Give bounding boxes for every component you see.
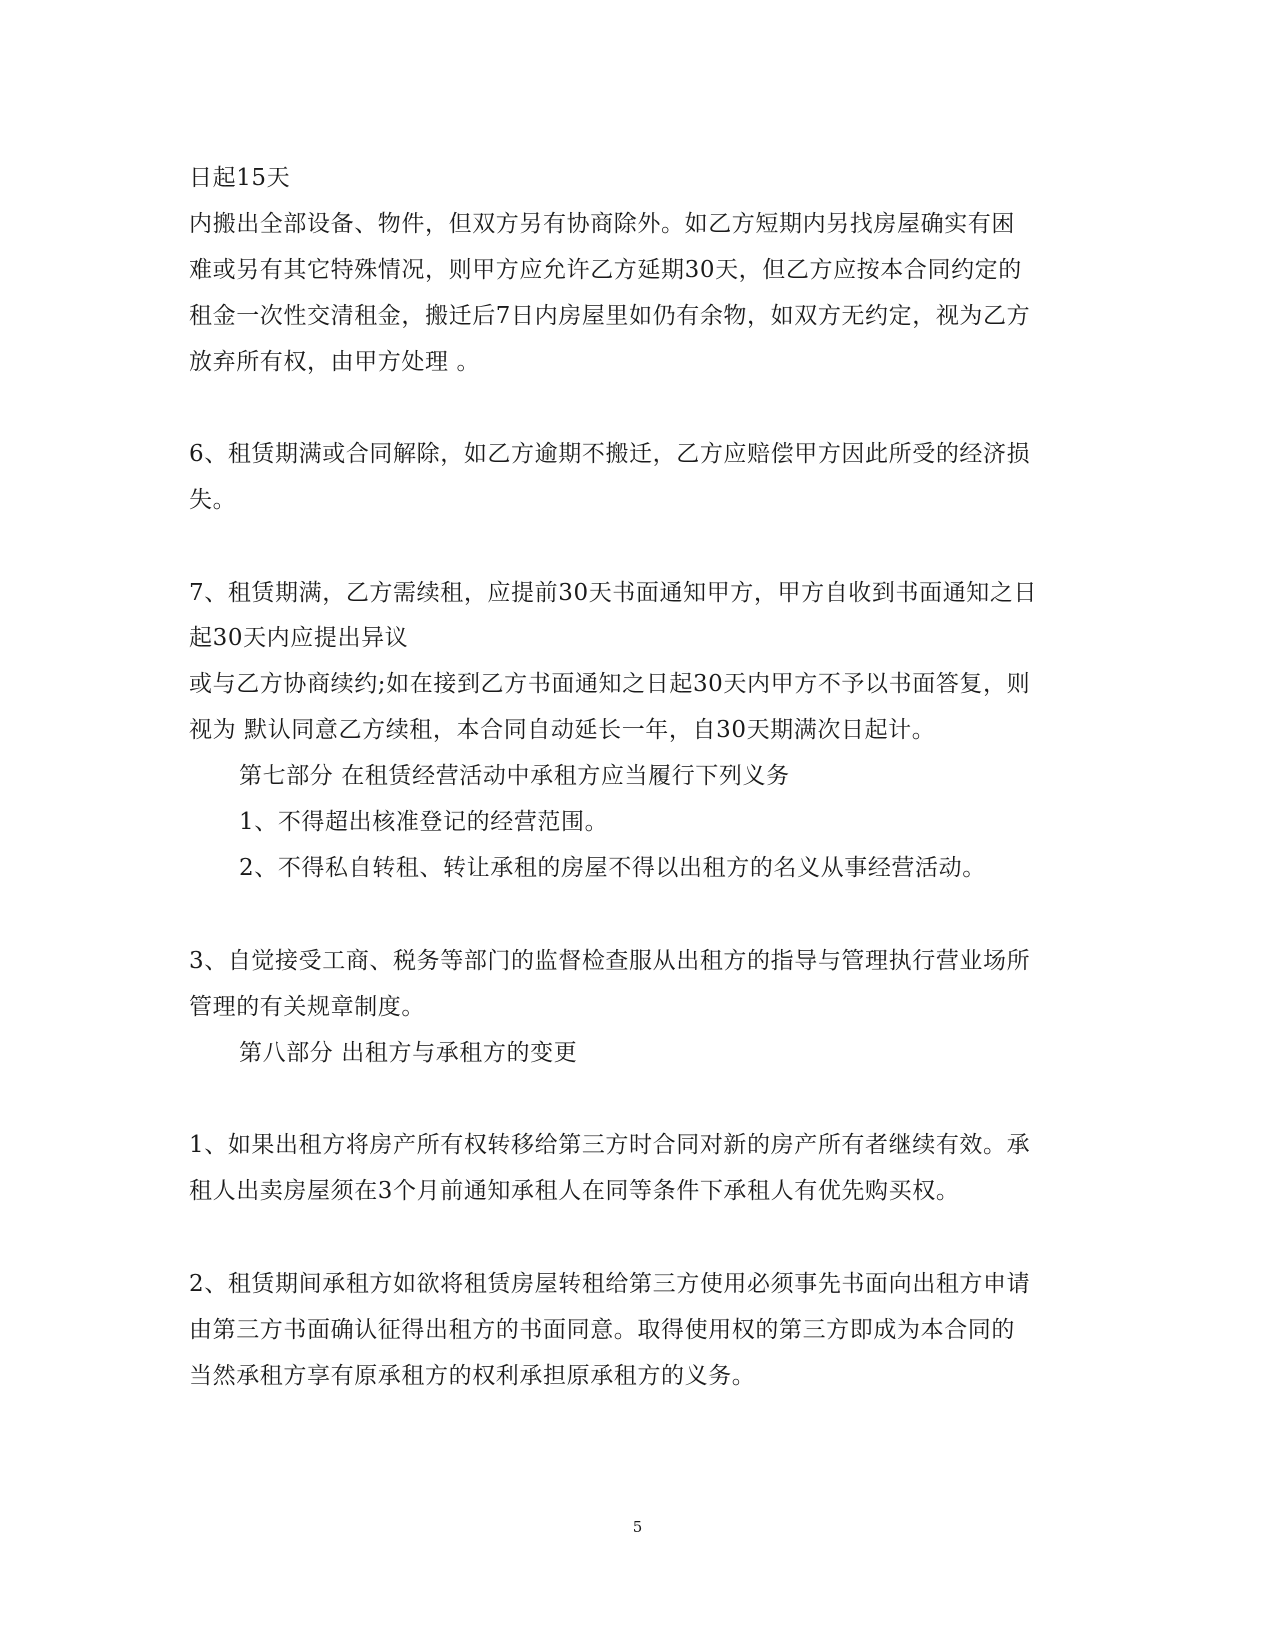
text-line: 视为 默认同意乙方续租，本合同自动延长一年，自30天期满次日起计。: [189, 717, 936, 743]
section-heading: 第七部分 在租赁经营活动中承租方应当履行下列义务: [239, 763, 790, 789]
list-item: 1、不得超出核准登记的经营范围。: [239, 809, 609, 835]
page-number: 5: [632, 1518, 643, 1536]
text-line: 放弃所有权，由甲方处理 。: [189, 349, 481, 375]
text-line: 由第三方书面确认征得出租方的书面同意。取得使用权的第三方即成为本合同的: [189, 1317, 1015, 1343]
text-line: 1、如果出租方将房产所有权转移给第三方时合同对新的房产所有者继续有效。承: [189, 1132, 1031, 1158]
text-line: 难或另有其它特殊情况，则甲方应允许乙方延期30天，但乙方应按本合同约定的: [189, 257, 1022, 283]
section-heading: 第八部分 出租方与承租方的变更: [239, 1040, 578, 1066]
text-line: 租金一次性交清租金，搬迁后7日内房屋里如仍有余物，如双方无约定，视为乙方: [189, 303, 1031, 329]
text-line: 租人出卖房屋须在3个月前通知承租人在同等条件下承租人有优先购买权。: [189, 1178, 960, 1204]
text-line: 管理的有关规章制度。: [189, 994, 425, 1020]
text-line: 7、租赁期满，乙方需续租，应提前30天书面通知甲方，甲方自收到书面通知之日: [189, 580, 1038, 606]
text-line: 3、自觉接受工商、税务等部门的监督检查服从出租方的指导与管理执行营业场所: [189, 948, 1031, 974]
text-line: 当然承租方享有原承租方的权利承担原承租方的义务。: [189, 1363, 756, 1389]
text-line: 日起15天: [189, 165, 291, 191]
text-line: 起30天内应提出异议: [189, 625, 409, 651]
text-line: 6、租赁期满或合同解除，如乙方逾期不搬迁，乙方应赔偿甲方因此所受的经济损: [189, 441, 1031, 467]
text-line: 2、租赁期间承租方如欲将租赁房屋转租给第三方使用必须事先书面向出租方申请: [189, 1271, 1031, 1297]
text-line: 失。: [189, 487, 237, 513]
list-item: 2、不得私自转租、转让承租的房屋不得以出租方的名义从事经营活动。: [239, 855, 986, 881]
text-line: 或与乙方协商续约;如在接到乙方书面通知之日起30天内甲方不予以书面答复，则: [189, 671, 1031, 697]
text-line: 内搬出全部设备、物件，但双方另有协商除外。如乙方短期内另找房屋确实有困: [189, 211, 1015, 237]
